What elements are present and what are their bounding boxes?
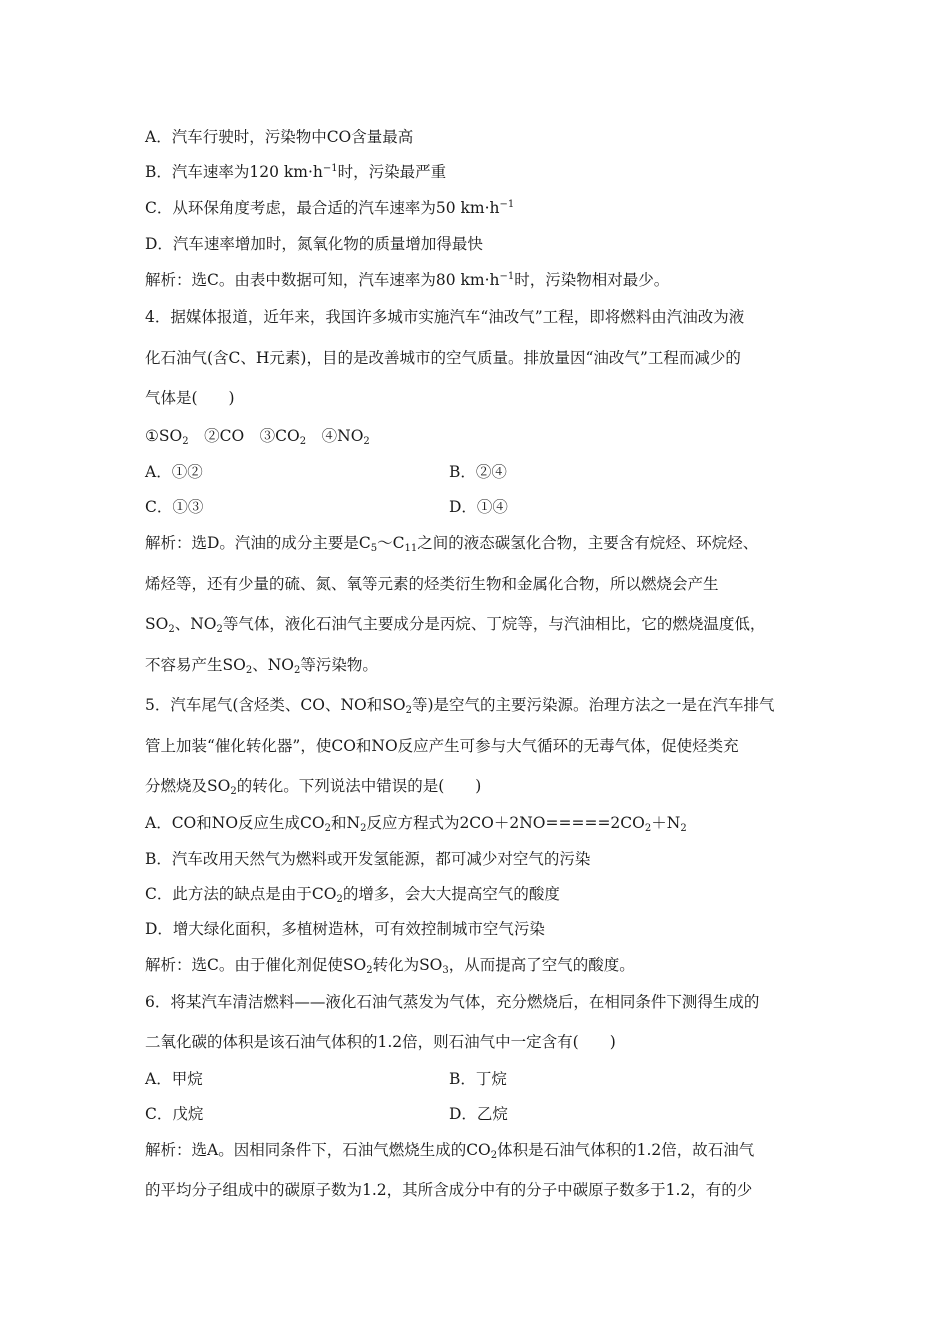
q5-stem-line-1: 5．汽车尾气(含烃类、CO、NO和$SO_2$等)是空气的主要污染源。治理方法之一是在汽车排气 (145, 696, 775, 716)
q4-option-d: D．①④ (449, 498, 508, 516)
q4-items: $①SO_2$ ②CO $③CO_2$ $④NO_2$ (145, 427, 370, 447)
q6-option-b: B．丁烷 (449, 1070, 507, 1088)
q4-option-a: A．①② (145, 463, 203, 481)
q4-answer-line-3: $SO_2$、$NO_2$等气体，液化石油气主要成分是丙烷、丁烷等，与汽油相比，它的燃烧温度低， (145, 615, 766, 635)
q5-option-d: D．增大绿化面积，多植树造林，可有效控制城市空气污染 (145, 920, 545, 938)
q6-answer-line-2: 的平均分子组成中的碳原子数为1.2，其所含成分中有的分子中碳原子数多于1.2，有的少 (145, 1181, 753, 1199)
q4-stem-line-3: 气体是( ) (145, 389, 235, 407)
q4-option-b: B．②④ (449, 463, 507, 481)
q3-option-a: A．汽车行驶时，污染物中CO含量最高 (145, 128, 414, 146)
q5-option-c: C．此方法的缺点是由于$CO_2$的增多，会大大提高空气的酸度 (145, 885, 560, 905)
q4-answer-line-4: 不容易产生$SO_2$、$NO_2$等污染物。 (145, 656, 378, 676)
q4-answer-line-1: 解析：选D。汽油的成分主要是$C_5\sim C_{11}$之间的液态碳氢化合物，主要含有烷烃、环烷烃、 (145, 534, 759, 554)
q4-option-c: C．①③ (145, 498, 204, 516)
q3-option-b: B．汽车速率为120 $km\cdot h^{-1}$时，污染最严重 (145, 163, 447, 181)
q6-stem-line-2: 二氧化碳的体积是该石油气体积的1.2倍，则石油气中一定含有( ) (145, 1033, 616, 1051)
q3-option-d: D．汽车速率增加时，氮氧化物的质量增加得最快 (145, 235, 483, 253)
q5-stem-line-2: 管上加装“催化转化器”，使CO和NO反应产生可参与大气循环的无毒气体，促使烃类充 (145, 737, 739, 755)
q6-option-c: C．戊烷 (145, 1105, 204, 1123)
q5-answer: 解析：选C。由于催化剂促使$SO_2$转化为$SO_3$，从而提高了空气的酸度。 (145, 956, 635, 976)
q5-option-a: A．CO和NO反应生成$CO_2$和$N_2$反应方程式为$2CO+2NO=====2CO_2+N_2$ (145, 814, 687, 834)
q3-answer: 解析：选C。由表中数据可知，汽车速率为80 $km\cdot h^{-1}$时，污染物相对最少。 (145, 271, 670, 289)
q6-option-a: A．甲烷 (145, 1070, 203, 1088)
q4-stem-line-2: 化石油气(含C、H元素)，目的是改善城市的空气质量。排放量因“油改气”工程而减少的 (145, 349, 741, 367)
q6-answer-line-1: 解析：选A。因相同条件下，石油气燃烧生成的$CO_2$体积是石油气体积的1.2倍，故石油气 (145, 1141, 755, 1161)
q4-answer-line-2: 烯烃等，还有少量的硫、氮、氧等元素的烃类衍生物和金属化合物，所以燃烧会产生 (145, 575, 719, 593)
q6-option-d: D．乙烷 (449, 1105, 508, 1123)
q3-option-c: C．从环保角度考虑，最合适的汽车速率为50 $km\cdot h^{-1}$ (145, 199, 515, 217)
q4-stem-line-1: 4．据媒体报道，近年来，我国许多城市实施汽车“油改气”工程，即将燃料由汽油改为液 (145, 308, 745, 326)
q5-option-b: B．汽车改用天然气为燃料或开发氢能源，都可减少对空气的污染 (145, 850, 591, 868)
q6-stem-line-1: 6．将某汽车清洁燃料——液化石油气蒸发为气体，充分燃烧后，在相同条件下测得生成的 (145, 993, 760, 1011)
q5-stem-line-3: 分燃烧及$SO_2$的转化。下列说法中错误的是( ) (145, 777, 482, 797)
